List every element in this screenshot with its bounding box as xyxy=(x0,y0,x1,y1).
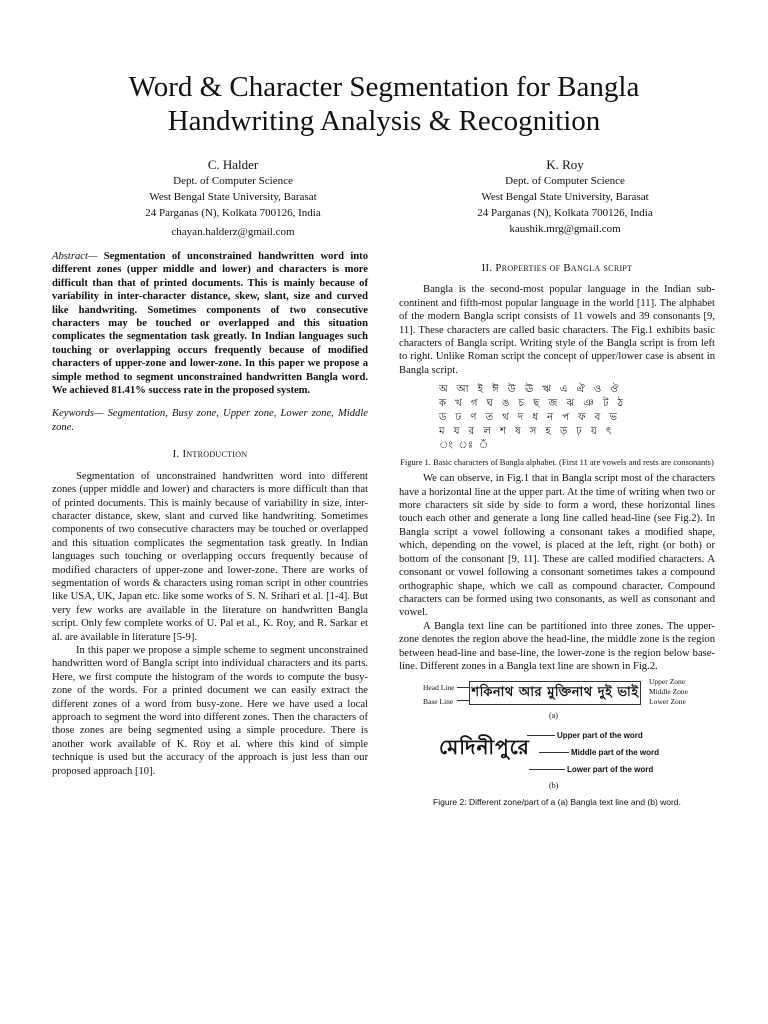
title-line-2: Handwriting Analysis & Recognition xyxy=(167,105,601,137)
figure-2 xyxy=(399,679,715,809)
upper-part-pointer xyxy=(527,735,555,736)
author-address: 24 Parganas (N), Kolkata 700126, India xyxy=(477,207,653,219)
subfigure-b-label: (b) xyxy=(549,781,559,791)
properties-paragraph-3: A Bangla text line can be partitioned into three zones. The upper-zone denotes the region above the head-line, the middle zone is the region between head-line and base-line, the lower-zone is the region below base-line. Different zones in a Bangla text line are shown in Fig.2. xyxy=(399,620,715,672)
middle-zone-label: Middle Zone xyxy=(649,687,688,697)
properties-paragraph-2: We can observe, in Fig.1 that in Bangla script most of the characters have a horizontal line at the upper part. At the time of writing when two or more characters sit side by side to form a word, these horizontal lines touch each other and generate a long line called head-line (see Fig.2). In Bangla script a vowel following a consonant takes a modified shape, which, depending on the vowel, is placed at the left, right (or both) or bottom of the consonant [9, 11]. These are called modified characters. A consonant or vowel following a consonant sometimes takes a compound orthographic shape, which we call as compound character. Compound characters can be formed using two consonants, as well as consonant and vowel. xyxy=(399,473,715,619)
author-dept: Dept. of Computer Science xyxy=(173,175,293,187)
author-block-2 xyxy=(400,156,730,237)
base-line-label: Base Line xyxy=(423,697,454,707)
keywords: Keywords— Segmentation, Busy zone, Upper zone, Lower zone, Middle zone. xyxy=(52,408,368,433)
abstract xyxy=(52,250,368,397)
author-name: K. Roy xyxy=(546,157,584,172)
lower-zone-label: Lower Zone xyxy=(649,697,686,707)
title-line-1: Word & Character Segmentation for Bangla xyxy=(128,71,640,103)
upper-part-label: Upper part of the word xyxy=(557,731,643,741)
right-column xyxy=(399,262,715,809)
abstract-label: Abstract— xyxy=(52,251,98,262)
lower-part-pointer xyxy=(529,769,565,770)
section-heading-properties: II. Properties of Bangla script xyxy=(481,262,633,274)
intro-paragraph-1: Segmentation of unconstrained handwritten word into different zones (upper middle and lower) and characters is more difficult than that of printed documents. This is mainly because of variability in size, inter-character distance, skew, slant and curved like handwriting. Sometimes components of two consecutive characters may be touched or overlapped and this situation complicates the segmentation task greatly. In Indian languages such touching or overlapping occurs frequently because of modified characters of upper-zone and lower-zone. There are works of segmentation of words & characters using roman script in other countries like USA, UK, Japan etc. like some works of S. N. Srihari et al. [1-4]. But very few works are available in the literature on handwritten Bangla script. Only few complete works of U. Pal et al., K. Roy, and R. Sarkar et al. are available in literature [5-9]. xyxy=(52,470,368,643)
figure-1-caption: Figure 1. Basic characters of Bangla alphabet. (First 11 are vowels and rests are consonants) xyxy=(400,457,714,468)
left-column xyxy=(52,250,368,778)
paper-title xyxy=(0,70,768,138)
author-name: C. Halder xyxy=(207,157,259,172)
bangla-alphabet-figure xyxy=(439,383,715,453)
figure-2-caption: Figure 2: Different zone/part of a (a) Bangla text line and (b) word. xyxy=(433,797,681,808)
section-heading-introduction: I. Introduction xyxy=(172,448,248,461)
author-block-1 xyxy=(68,156,398,240)
author-email: kaushik.mrg@gmail.com xyxy=(509,223,621,235)
subfigure-a-label: (a) xyxy=(549,711,558,721)
author-university: West Bengal State University, Barasat xyxy=(149,191,317,203)
author-dept: Dept. of Computer Science xyxy=(505,175,625,187)
head-line-label: Head Line xyxy=(423,683,455,693)
intro-paragraph-2: In this paper we propose a simple scheme to segment unconstrained handwritten word of Bangla script into individual characters and its parts. Here, we first compute the histogram of the words to compute the busy-zone of the words. For a printed document we can easily extract the different zones of a word from busy-zone. Here we have used a local approach to segment the word into different zones. Then the characters of those zones are being segmented using a simple procedure. There is another work available of K. Roy et al. where this kind of simple technique is used but the accuracy of the approach is just less than our proposed approach [10]. xyxy=(52,644,368,777)
properties-paragraph-1: Bangla is the second-most popular language in the Indian sub-continent and fifth-most popular language in the world [11]. The alphabet of the modern Bangla script consists of 11 vowels and 39 consonants [9, 11]. These characters are called basic characters. The Fig.1 exhibits basic characters of Bangla script. Writing style of the Bangla script is from left to right. Unlike Roman script the concept of upper/lower case is absent in Bangla script. xyxy=(399,284,715,376)
alphabet-row: অ আ ই ঈ উ ঊ ঋ এ ঐ ও ঔ xyxy=(439,384,622,396)
lower-part-label: Lower part of the word xyxy=(567,765,654,775)
head-line-pointer xyxy=(457,687,469,688)
base-line-pointer xyxy=(457,700,469,701)
bangla-text-line: শকিনাথ আর মুক্তিনাথ দুই ভাই xyxy=(469,681,641,705)
alphabet-row: ক খ গ ঘ ঙ চ ছ জ ঝ ঞ ট ঠ xyxy=(439,398,626,410)
middle-part-label: Middle part of the word xyxy=(571,748,659,758)
author-email: chayan.halderz@gmail.com xyxy=(171,226,295,238)
abstract-text: Segmentation of unconstrained handwritten word into different zones (upper middle and lower) and characters is more difficult than that of printed documents. This is mainly because of variability in inter-character distance, skew, slant, size and curved like handwriting. Sometimes components of two consecutive characters may be touched or overlapped and this situation complicates the segmentation task greatly. In Indian languages such touching or overlapping occurs frequently because of modified characters of upper-zone and lower-zone. In this paper we propose a simple method to segment unconstrained handwritten Bangla word. We achieved 81.41% success rate in the proposed system. xyxy=(52,251,369,397)
alphabet-row: ড ঢ ণ ত থ দ ধ ন প ফ ব ভ xyxy=(439,412,620,424)
middle-part-pointer xyxy=(539,752,569,753)
handwritten-word: মেদিনীপুরে xyxy=(439,735,530,760)
upper-zone-label: Upper Zone xyxy=(649,677,686,687)
author-address: 24 Parganas (N), Kolkata 700126, India xyxy=(145,207,321,219)
author-university: West Bengal State University, Barasat xyxy=(481,191,649,203)
alphabet-row: ং ঃ ঁ xyxy=(439,440,492,452)
alphabet-row: ম য র ল শ ষ স হ ড় ঢ় য় ৎ xyxy=(439,426,615,438)
